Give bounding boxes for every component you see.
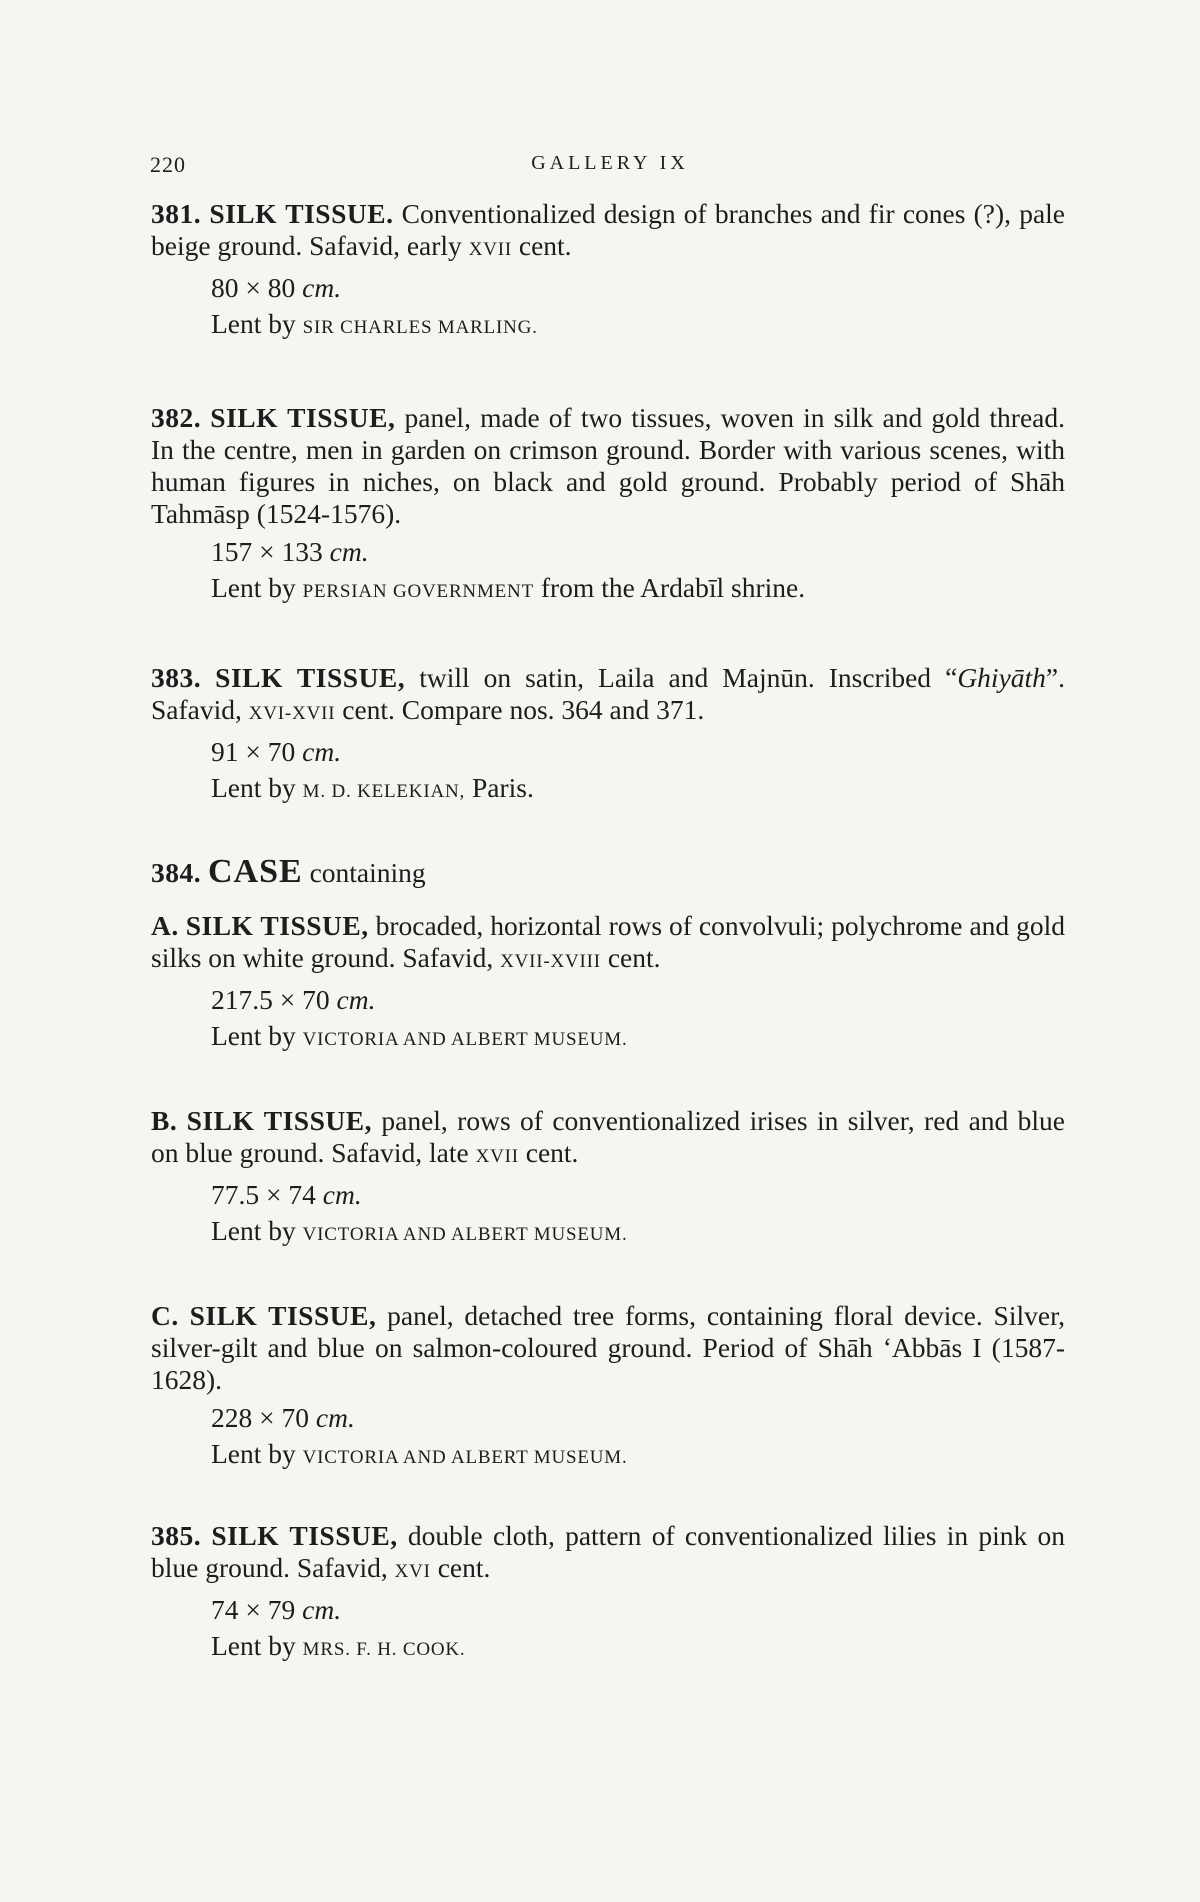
entry-text: A. SILK TISSUE, brocaded, horizontal rows of convolvuli; polychrome and gold silks on white ground. Safavid, XVII-XVIII cent. (151, 910, 1066, 973)
entry-text: C. SILK TISSUE, panel, detached tree forms, containing floral device. Silver, silver-gilt and blue on salmon-coloured ground. Period of Shāh ‘Abbās I (1587-1628). (151, 1300, 1065, 1395)
page-number: 220 (150, 152, 186, 177)
catalogue-entry-382 (151, 402, 1065, 608)
entry-text (151, 198, 1065, 266)
entry-text (151, 402, 1065, 530)
entry-lender: Lent by PERSIAN GOVERNMENT from the Ardabīl shrine. (211, 572, 806, 603)
entry-dimensions: 74 × 79 cm. (211, 1594, 342, 1625)
catalogue-entry-384-heading (151, 853, 1065, 890)
entry-dimensions: 228 × 70 cm. (211, 1402, 355, 1433)
entry-lender: Lent by VICTORIA AND ALBERT MUSEUM. (211, 1020, 628, 1051)
entry-description: panel, made of two tissues, woven in silk and gold thread. In the centre, men in garden on crimson ground. Border with various scenes, with human figures in niches, on black and gold ground. Probably period of Shāh Tahmāsp (1524-1576). (151, 402, 1065, 529)
entry-description: Conventionalized design of branches and fir cones (?), pale beige ground. Safavid, early (151, 198, 1065, 261)
entry-lender: Lent by M. D. KELEKIAN, Paris. (211, 772, 534, 803)
entry-dimensions: 217.5 × 70 cm. (211, 984, 376, 1015)
entry-century: XVI-XVII (248, 703, 336, 724)
case-containing: containing (302, 857, 426, 888)
item-letter: C. (151, 1300, 179, 1331)
entry-dimensions: 157 × 133 cm. (211, 536, 369, 567)
item-letter: A. (151, 910, 179, 941)
entry-lender: Lent by SIR CHARLES MARLING. (211, 308, 538, 339)
case-item-c (151, 1300, 1065, 1474)
gallery-title: GALLERY IX (531, 152, 689, 174)
case-item-a (151, 910, 1065, 1056)
entry-heading: SILK TISSUE, (186, 1105, 372, 1136)
entry-number: 385. (151, 1520, 202, 1551)
entry-heading: SILK TISSUE, (189, 1300, 377, 1331)
entry-text: 383. SILK TISSUE, twill on satin, Laila and Majnūn. Inscribed “Ghiyāth”. Safavid, XVI-XVII cent. Compare nos. 364 and 371. (151, 662, 1066, 725)
entry-heading: SILK TISSUE, (215, 662, 406, 693)
entry-text: B. SILK TISSUE, panel, rows of conventionalized irises in silver, red and blue on blue ground. Safavid, late XVII cent. (151, 1105, 1066, 1168)
catalogue-entry-383 (151, 662, 1065, 808)
entry-dimensions: 80 × 80 cm. (211, 272, 342, 303)
entry-dimensions: 77.5 × 74 cm. (211, 1179, 362, 1210)
entry-heading: SILK TISSUE, (185, 910, 369, 941)
entry-dimensions: 91 × 70 cm. (211, 736, 342, 767)
running-head (150, 152, 1070, 186)
entry-number: 383. (151, 662, 202, 693)
entry-lender: Lent by MRS. F. H. COOK. (211, 1630, 466, 1661)
case-heading: CASE (208, 853, 303, 890)
entry-inscription: Ghiyāth (957, 662, 1046, 693)
entry-description-end: cent. (511, 230, 572, 261)
case-item-b (151, 1105, 1065, 1251)
entry-heading: SILK TISSUE, (210, 402, 396, 433)
entry-description: twill on satin, Laila and Majnūn. Inscribed “ (405, 662, 958, 693)
entry-number: 381. (151, 198, 202, 229)
entry-number: 384. (151, 857, 202, 888)
entry-number: 382. (151, 402, 202, 433)
entry-heading: SILK TISSUE. (209, 198, 394, 229)
catalogue-entry-381 (151, 198, 1065, 344)
entry-century: XVII (468, 239, 512, 260)
entry-lender: Lent by VICTORIA AND ALBERT MUSEUM. (211, 1215, 628, 1246)
item-letter: B. (151, 1105, 178, 1136)
entry-text: 385. SILK TISSUE, double cloth, pattern of conventionalized lilies in pink on blue ground. Safavid, XVI cent. (151, 1520, 1065, 1583)
catalogue-entry-385 (151, 1520, 1065, 1666)
entry-lender: Lent by VICTORIA AND ALBERT MUSEUM. (211, 1438, 628, 1469)
entry-heading: SILK TISSUE, (211, 1520, 398, 1551)
